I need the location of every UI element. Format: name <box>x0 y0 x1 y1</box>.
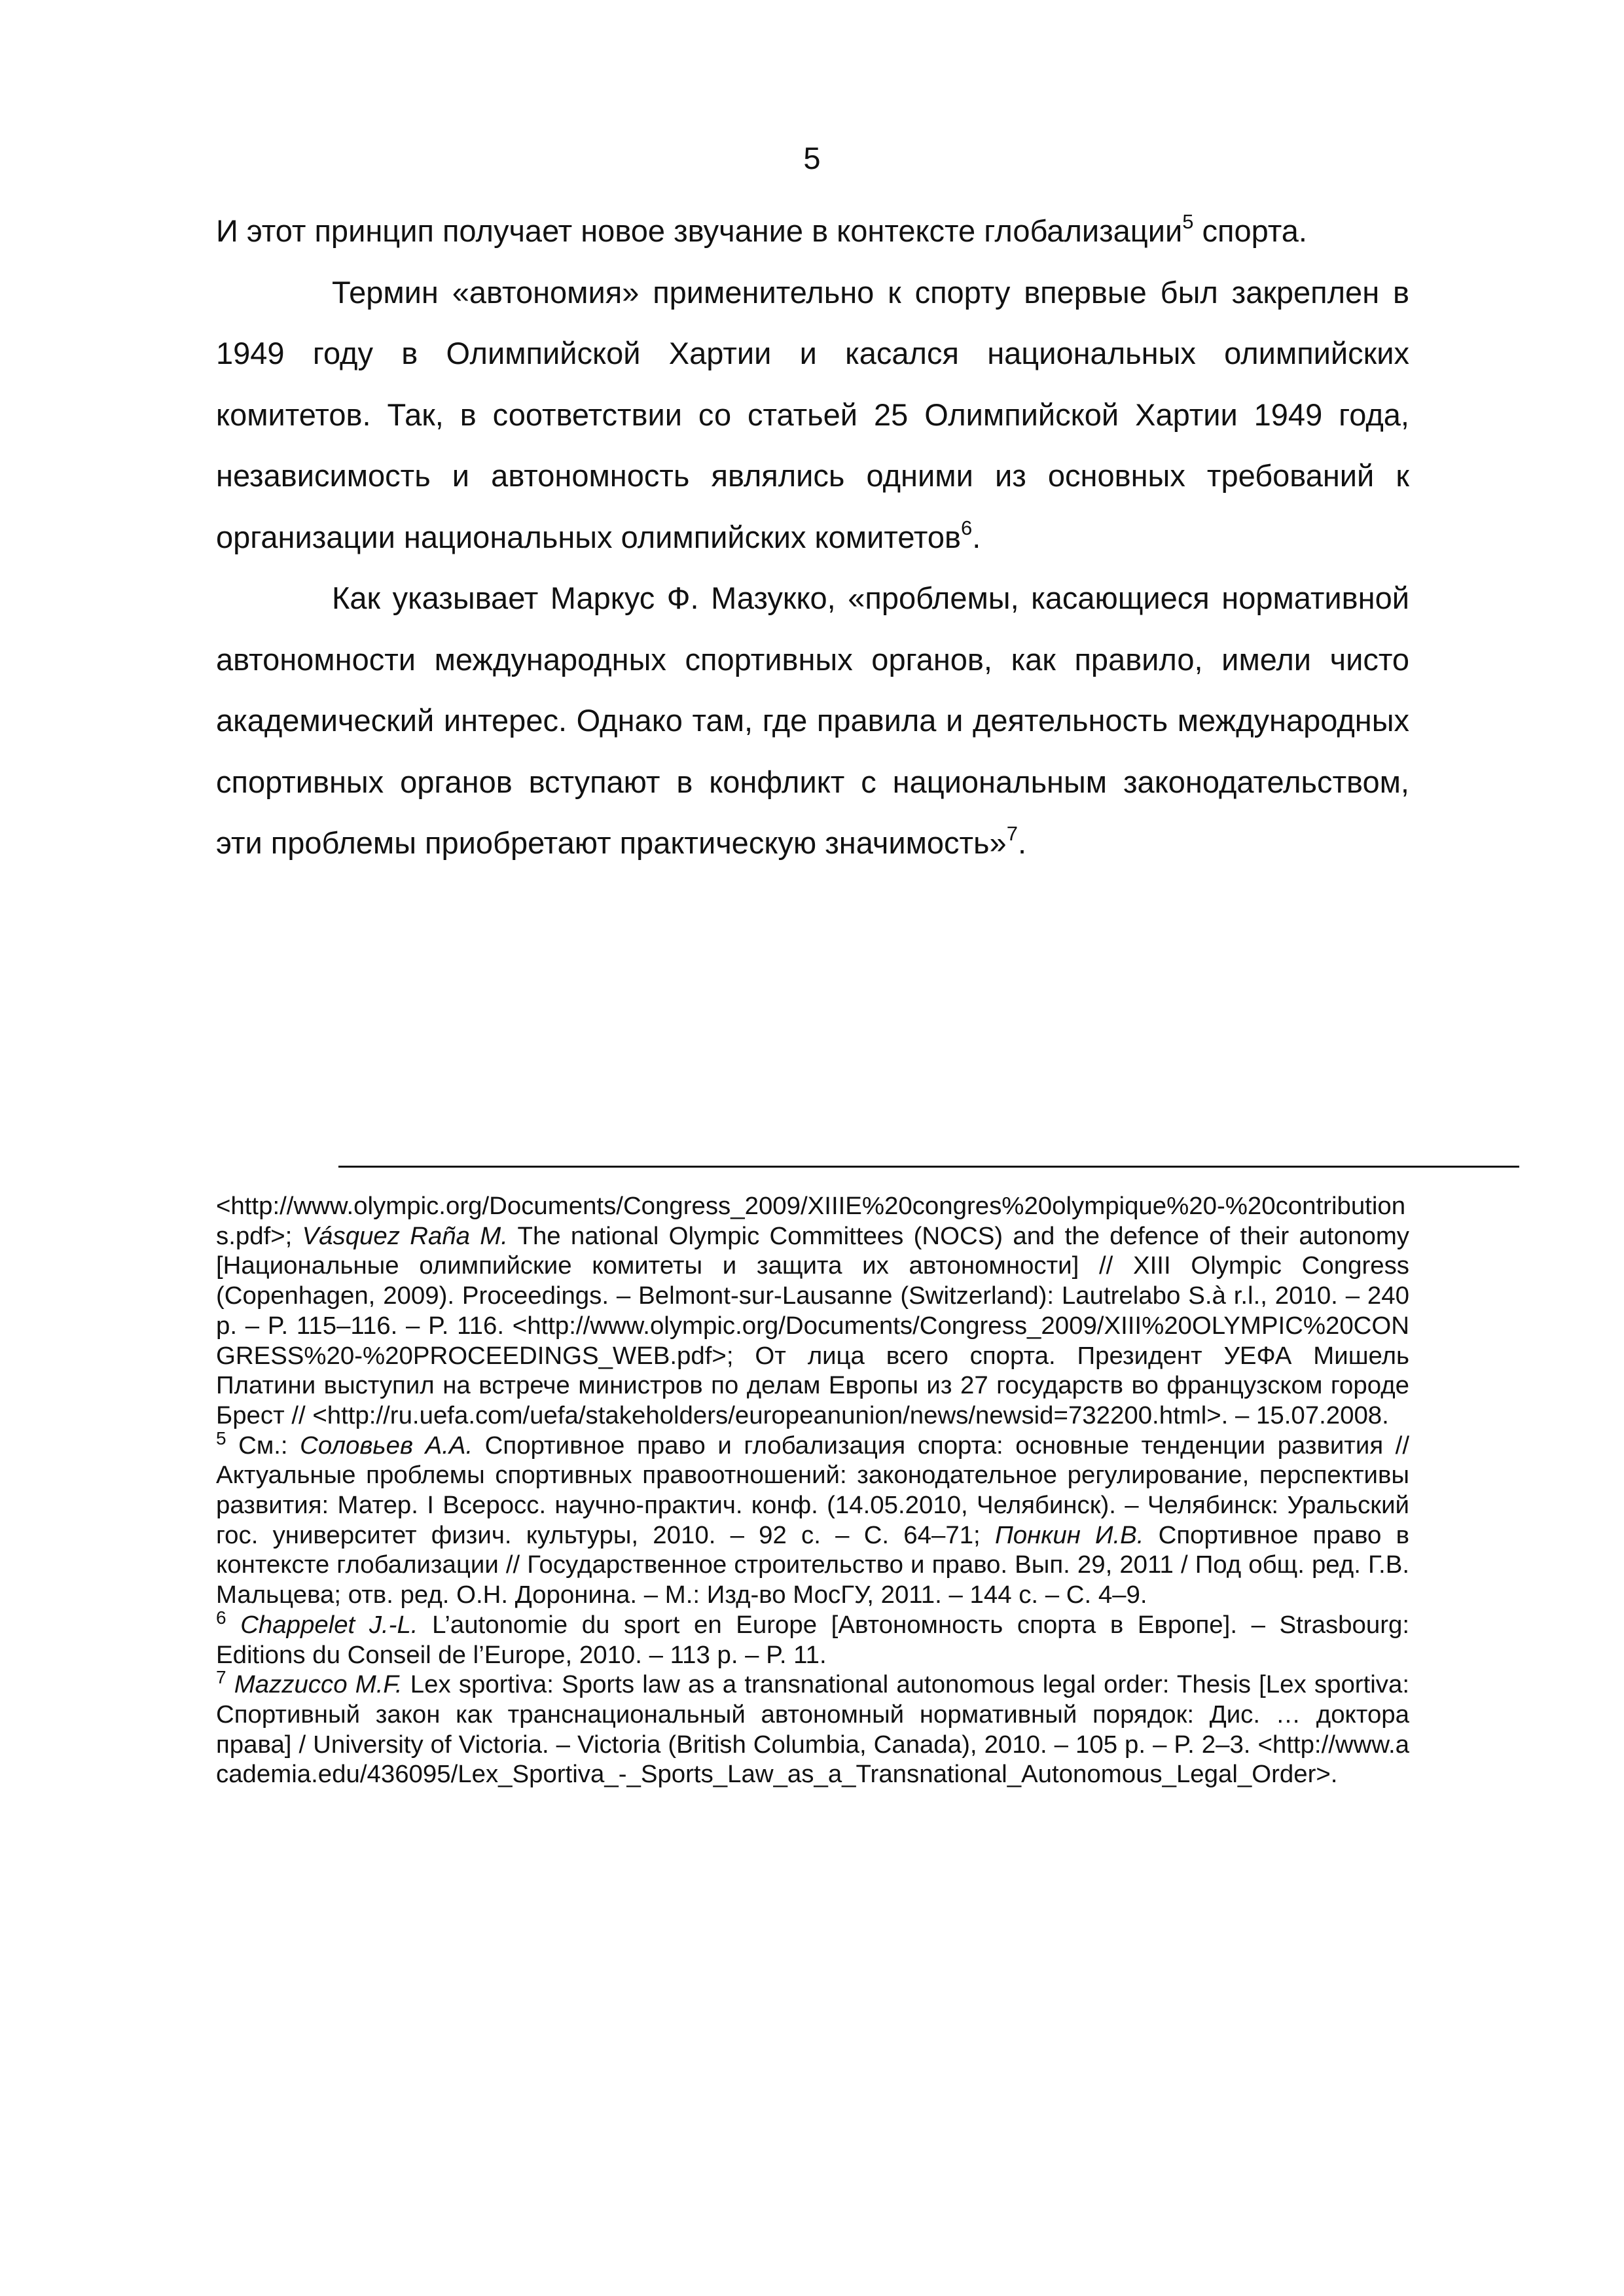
paragraph-text: И этот принцип получает новое звучание в контексте глобализации <box>216 213 1183 248</box>
footnote-author: Mazzucco M.F. <box>234 1670 403 1699</box>
footnote-text: . <box>1330 1760 1338 1789</box>
footnote-author: Понкин И.В. <box>994 1520 1144 1549</box>
footnote-ref-7[interactable]: 7 <box>1006 822 1018 845</box>
paragraph-text: Термин «автономия» применительно к спорту впервые был закреплен в 1949 году в Олимпийской Хартии и касался национальных олимпийских комитетов. Так, в соответствии со статьей 25 Олимпийской Хартии 1949 года, независимость и автономность являлись одними из основных требований к организации национальных олимпийских комитетов <box>216 274 1409 554</box>
footnote-link[interactable]: <http://www.olympic.org/Documents/Congress_2009/XIIIE%20congres%20olympique%20-%20contributions.pdf>; <box>216 1192 1406 1250</box>
footnote-label: 5 <box>216 1427 226 1448</box>
footnote-text: Lex sportiva: Sports law as a transnational autonomous legal order: Thesis [Lex sportiva: Спортивный закон как транснациональный автономный нормативный порядок: Дис. … доктора права] / University of Victoria. – Victoria (British Columbia, Canada), 2010. – 105 p. – P. 2–3. <box>216 1670 1409 1759</box>
footnote-text: L’autonomie du sport en Europe [Автономность спорта в Европе]. – Strasbourg: Editions du Conseil de l’Europe, 2010. – 113 p. – P. 11. <box>216 1610 1410 1669</box>
footnote-ref-6[interactable]: 6 <box>961 516 973 539</box>
paragraph-3 <box>216 567 1409 874</box>
footnote-text: Спортивное право и глобализация спорта: основные тенденции развития // Актуальные проблемы спортивных правоотношений: законодательное регулирование, перспективы развития: Матер. I Всеросс. научно-практич. конф. (14.05.2010, Челябинск). – Челябинск: Уральский гос. университет физич. культуры, 2010. – 92 с. – С. 64–71; <box>216 1431 1409 1549</box>
footnote-label: 6 <box>216 1607 226 1628</box>
footnote-label: 7 <box>216 1667 226 1688</box>
paragraph-tail: . <box>1017 825 1026 860</box>
footnote-link[interactable]: <http://ru.uefa.com/uefa/stakeholders/europeanunion/news/newsid=732200.html> <box>312 1401 1221 1429</box>
footnote-text: Спортивное право в контексте глобализации // Государственное строительство и право. Вып. 29, 2011 / Под общ. ред. Г.В. Мальцева; отв. ред. О.Н. Доронина. – М.: Изд-во МосГУ, 2011. – 144 с. – С. 4–9. <box>216 1520 1409 1609</box>
footnote-separator <box>338 1166 1519 1168</box>
footnote-continuation <box>216 1191 1409 1431</box>
footnote-link[interactable]: <http://www.olympic.org/Documents/Congress_2009/XIII%20OLYMPIC%20CONGRESS%20-%20PROCEEDINGS_WEB.pdf> <box>216 1311 1409 1370</box>
footnote-text: The national Olympic Committees (NOCS) and the defence of their autonomy [Национальные олимпийские комитеты и защита их автономности] // XIII Olympic Congress (Copenhagen, 2009). Proceedings. – Belmont-sur-Lausanne (Switzerland): Lautrelabo S.à r.l., 2010. – 240 p. – P. 115–116. – P. 116. <box>216 1221 1409 1340</box>
footnote-7 <box>216 1667 1409 1789</box>
paragraph-tail: . <box>972 519 981 554</box>
footnote-text: См.: <box>226 1431 300 1460</box>
paragraph-2 <box>216 262 1409 568</box>
footnote-5 <box>216 1427 1409 1610</box>
footnote-link[interactable]: <http://www.academia.edu/436095/Lex_Sportiva_-_Sports_Law_as_a_Transnational_Autonomous_Legal_Order> <box>216 1730 1409 1789</box>
main-text <box>216 200 1409 874</box>
paragraph-1 <box>216 200 1409 262</box>
footnote-text: ; От лица всего спорта. Президент УЕФА Мишель Платини выступил на встрече министров по делам Европы из 27 государств во французском городе Брест // <box>216 1341 1409 1429</box>
footnote-author: Соловьев А.А. <box>300 1431 473 1460</box>
footnotes <box>216 1191 1409 1789</box>
footnote-author: Vásquez Raña M. <box>302 1221 508 1250</box>
footnote-author: Chappelet J.-L. <box>240 1610 418 1639</box>
footnote-text: . – 15.07.2008. <box>1221 1401 1389 1429</box>
paragraph-tail: спорта. <box>1193 213 1307 248</box>
page-number: 5 <box>803 141 821 175</box>
footnote-ref-5[interactable]: 5 <box>1182 210 1194 233</box>
footnote-6 <box>216 1607 1410 1670</box>
paragraph-text: Как указывает Маркус Ф. Мазукко, «проблемы, касающиеся нормативной автономности международных спортивных органов, как правило, имели чисто академический интерес. Однако там, где правила и деятельность международных спортивных органов вступают в конфликт с национальным законодательством, эти проблемы приобретают практическую значимость» <box>216 581 1409 860</box>
